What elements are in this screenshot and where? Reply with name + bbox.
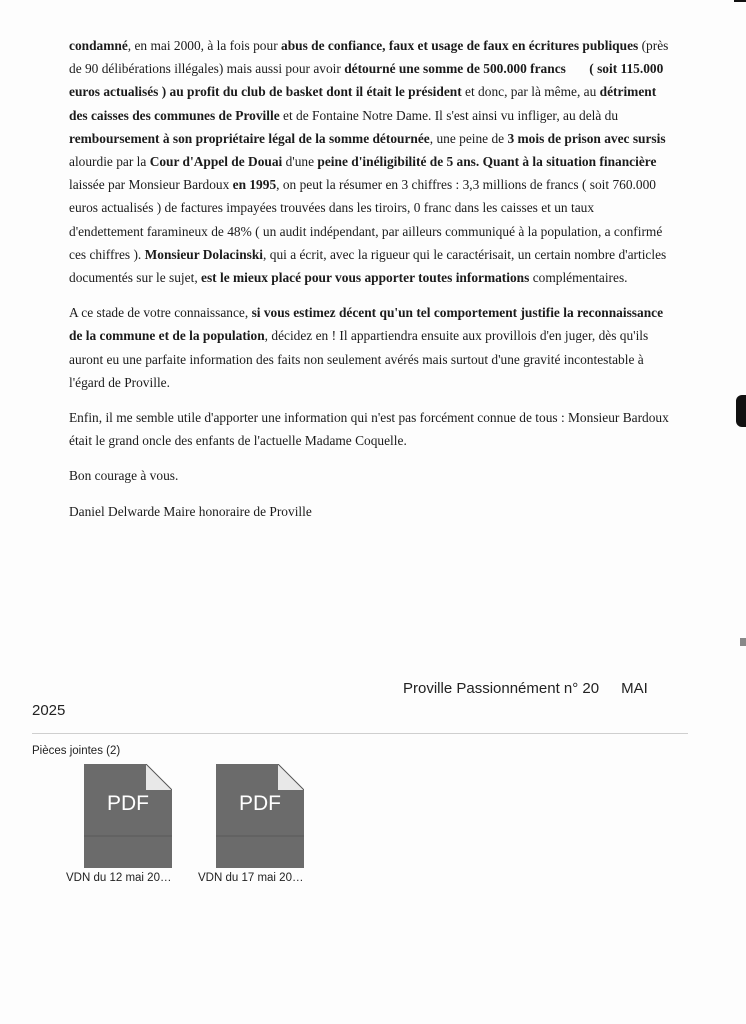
publication-footer: [403, 680, 693, 697]
text-bold: détriment des caisses des communes de Proville: [69, 84, 657, 123]
paragraph-3: Enfin, il me semble utile d'apporter une information qui n'est pas forcément connue de tous : Monsieur Bardoux était le grand oncle des enfants de l'actuelle Madame Coquelle.: [69, 410, 669, 449]
text: d'une: [282, 154, 318, 170]
text-bold: si vous estimez décent qu'un tel comportement justifie la reconnaissance de la commune et de la population: [69, 305, 664, 344]
text: A ce stade de votre connaissance,: [69, 305, 252, 321]
text: laissée par Monsieur Bardoux: [69, 177, 233, 193]
text: (près de 90 délibérations illégales) mais aussi pour avoir: [69, 38, 669, 77]
attachment-1[interactable]: [66, 764, 196, 884]
text: alourdie par la: [69, 154, 150, 170]
text: , décidez en ! Il appartiendra ensuite aux provillois d'en juger, dès qu'ils auront eu une parfaite information des faits non seulement avérés mais surtout d'une gravité incontestable à l'égard de Proville.: [69, 328, 649, 390]
text: , on peut la résumer en 3 chiffres : 3,3 millions de francs ( soit 760.000 euros actualisés ) de factures impayées trouvées dans les tiroirs, 0 franc dans les caisses et un taux d'endettement faramineux de 48% ( un audit indépendant, par ailleurs communiqué à la population, a confirmé ces chiffres ).: [69, 177, 663, 262]
pdf-badge: PDF: [107, 792, 149, 815]
signature: Daniel Delwarde Maire honoraire de Proville: [69, 503, 312, 519]
attachment-filename[interactable]: VDN du 12 mai 20…: [66, 872, 172, 884]
publication-month: MAI: [621, 680, 648, 697]
paragraph-1: [69, 34, 669, 289]
divider: [32, 733, 688, 734]
text-bold: remboursement à son propriétaire légal de la somme détournée: [69, 130, 430, 146]
pdf-file-icon[interactable]: [216, 764, 304, 868]
pdf-badge: PDF: [239, 792, 281, 815]
text-bold: 3 mois de prison avec sursis: [507, 130, 666, 146]
attachment-filename[interactable]: VDN du 17 mai 20…: [198, 872, 304, 884]
text-bold: condamné: [69, 38, 128, 53]
paragraph-4: Bon courage à vous.: [69, 468, 179, 484]
publication-title: Proville Passionnément n° 20: [403, 680, 600, 697]
attachments-label: Pièces jointes (2): [32, 745, 121, 757]
text-bold: est le mieux placé pour vous apporter toutes informations: [201, 270, 530, 286]
text-bold: Cour d'Appel de Douai: [149, 154, 283, 170]
text: , qui a écrit, avec la rigueur qui le caractérisait, un certain nombre d'articles documentés sur le sujet,: [69, 246, 667, 286]
text: , une peine de: [429, 130, 508, 146]
text: et de Fontaine Notre Dame. Il s'est ainsi vu infliger, au delà du: [279, 107, 619, 123]
text-bold: ( soit 115.000 euros actualisés ) au profit du club de basket dont il était le président: [69, 61, 664, 100]
letter-body: [69, 34, 669, 535]
attachment-2[interactable]: [198, 764, 328, 884]
text: complémentaires.: [529, 270, 628, 286]
text: et donc, par là même, au: [461, 84, 600, 100]
text-bold: abus de confiance, faux et usage de faux en écritures publiques: [281, 38, 639, 53]
text-bold: détourné une somme de 500.000 francs: [344, 61, 566, 77]
paragraph-2: [69, 301, 669, 394]
text-bold: Monsieur Dolacinski: [144, 246, 264, 262]
text-bold: peine d'inéligibilité de 5 ans. Quant à la situation financière: [317, 154, 657, 170]
scan-edge: [734, 0, 746, 1024]
pdf-file-icon[interactable]: [84, 764, 172, 868]
text: , en mai 2000, à la fois pour: [127, 38, 281, 53]
text-bold: en 1995: [232, 177, 277, 193]
publication-year: 2025: [32, 702, 66, 719]
